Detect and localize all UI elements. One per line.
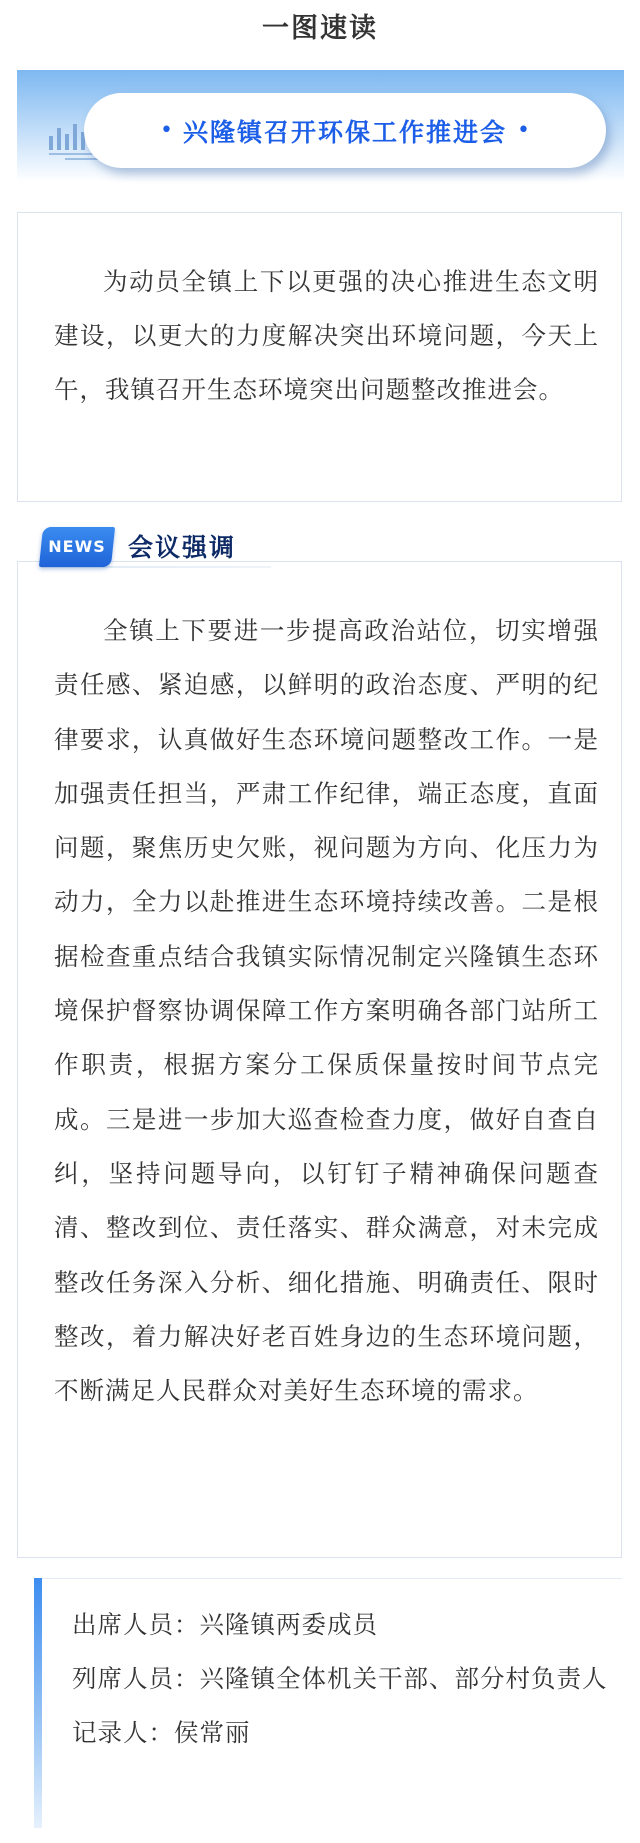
- section-heading: 会议强调: [128, 533, 237, 562]
- title-banner: [17, 70, 624, 182]
- intro-box: [17, 212, 622, 502]
- attendees-accent-bar: [34, 1578, 42, 1828]
- page-title: 一图速读: [262, 13, 378, 44]
- meeting-paragraph: 全镇上下要进一步提高政治站位，切实增强责任感、紧迫感，以鲜明的政治态度、严明的纪律要求，认真做好生态环境问题整改工作。一是加强责任担当，严肃工作纪律，端正态度，直面问题，聚焦历史欠账，视问题为方向、化压力为动力，全力以赴推进生态环境持续改善。二是根据检查重点结合我镇实际情况制定兴隆镇生态环境保护督察协调保障工作方案明确各部门站所工作职责，根据方案分工保质保量按时间节点完成。三是进一步加大巡查检查力度，做好自查自纠，坚持问题导向，以钉钉子精神确保问题查清、整改到位、责任落实、群众满意，对未完成整改任务深入分析、细化措施、明确责任、限时整改，着力解决好老百姓身边的生态环境问题，不断满足人民群众对美好生态环境的需求。: [54, 616, 599, 1406]
- banner-title: 兴隆镇召开环保工作推进会: [182, 117, 507, 147]
- meeting-box: [17, 561, 622, 1558]
- intro-paragraph: 为动员全镇上下以更强的决心推进生态文明建设，以更大的力度解决突出环境问题，今天上午，我镇召开生态环境突出问题整改推进会。: [54, 267, 599, 404]
- attendees-list: [72, 1598, 617, 1760]
- recorder-line: 记录人：侯常丽: [72, 1718, 251, 1747]
- news-badge: [39, 527, 115, 567]
- bullet-dot-left: •: [160, 118, 173, 143]
- news-badge-label: NEWS: [48, 537, 106, 556]
- bullet-dot-right: •: [517, 118, 530, 143]
- nonvoting-attendees-line: 列席人员：兴隆镇全体机关干部、部分村负责人: [72, 1664, 608, 1693]
- attendees-line: 出席人员：兴隆镇两委成员: [72, 1610, 378, 1639]
- attendees-divider: [34, 1578, 622, 1579]
- attendees-box: [34, 1578, 624, 1828]
- title-pill: [84, 93, 606, 168]
